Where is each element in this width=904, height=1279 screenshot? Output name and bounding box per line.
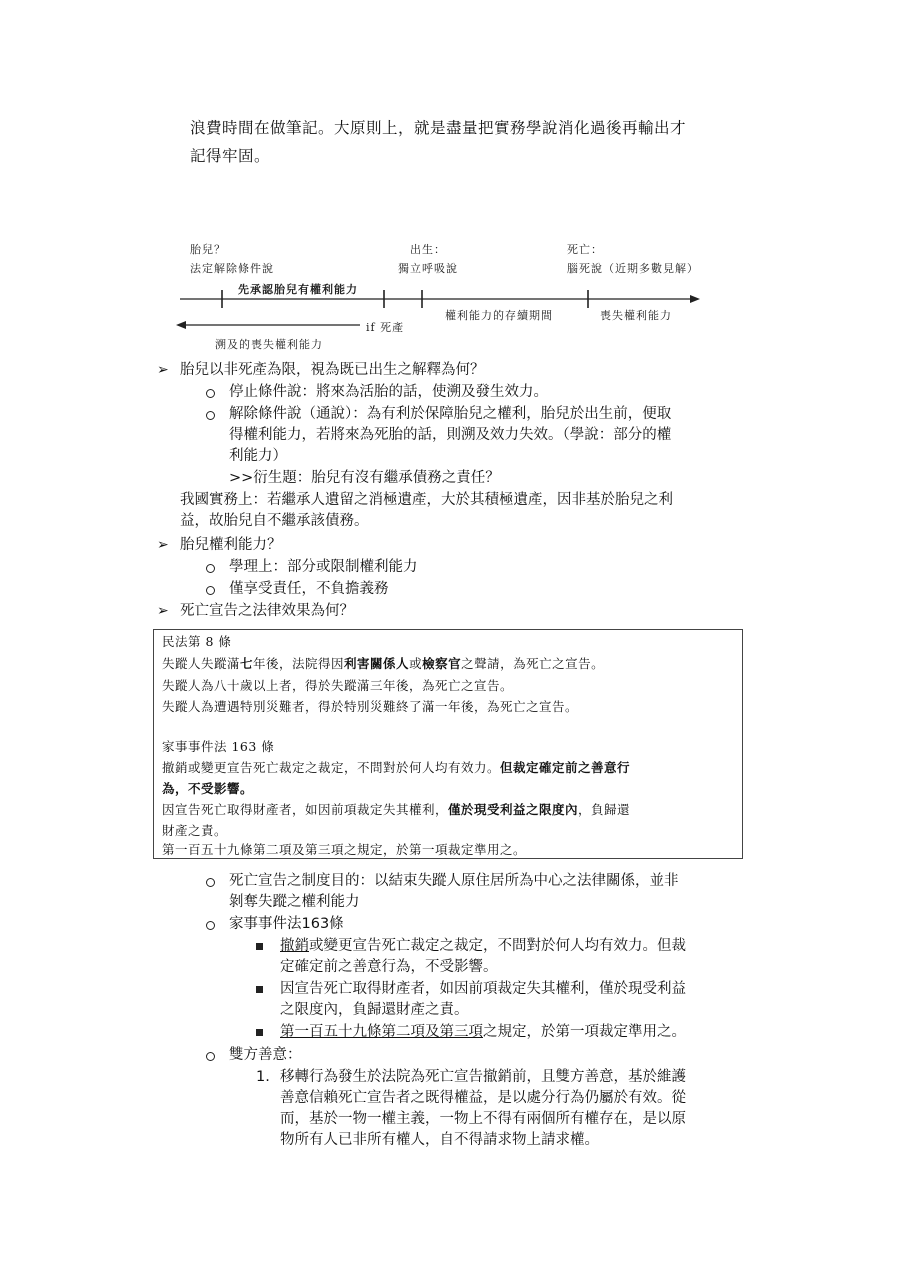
family-act-line5: 第一百五十九條第二項及第三項之規定，於第一項裁定準用之。: [162, 842, 527, 857]
text-segment: 失蹤人失蹤滿: [162, 656, 241, 671]
rights-only-note: 僅享受責任，不負擔義務: [229, 581, 389, 597]
timeline-retroactive-label: 溯及的喪失權利能力: [215, 338, 323, 351]
family-act-163-title: 家事事件法 163 條: [162, 739, 275, 754]
derived-question: >>衍生題：胎兒有沒有繼承債務之責任？: [229, 470, 500, 486]
text-segment: ，負歸還: [578, 802, 631, 817]
text-segment-bold: 檢察官: [422, 656, 462, 671]
family-item1-l2: 定確定前之善意行為，不受影響。: [280, 959, 498, 975]
text-segment: 或變更宣告死亡裁定之裁定，不問對於何人均有效力。但裁: [309, 938, 686, 954]
circle-bullet-icon: [206, 564, 215, 573]
text-segment: 因宣告死亡取得財產者，如因前項裁定失其權利，: [162, 802, 449, 817]
family-act-line2: 為，不受影響。: [162, 781, 254, 796]
question-fetus-birth: 胎兒以非死產為限，視為既已出生之解釋為何？: [180, 362, 485, 378]
family-act-line3: [162, 800, 630, 820]
family-item3: [280, 1022, 686, 1043]
square-bullet-icon: [256, 1029, 263, 1036]
timeline-fetus-label: 胎兒？: [190, 243, 226, 256]
underlined-text: 第一百五十九條第二項及第三項: [280, 1024, 483, 1040]
text-segment-bold: 七: [240, 656, 254, 671]
good-faith-l1: 移轉行為發生於法院為死亡宣告撤銷前，且雙方善意，基於維護: [280, 1069, 686, 1085]
timeline-arrowhead-right: [690, 295, 700, 303]
good-faith-heading: 雙方善意：: [229, 1047, 302, 1063]
practice-note-l1: 我國實務上：若繼承人遺留之消極遺產，大於其積極遺產，因非基於胎兒之利: [180, 492, 673, 508]
timeline-duration-label: 權利能力的存續期間: [445, 309, 553, 322]
text-segment-bold: 僅於現受利益之限度內: [448, 802, 579, 817]
arrow-bullet-icon: ➢: [157, 362, 169, 378]
arrow-bullet-icon: ➢: [157, 537, 169, 553]
timeline-recognize-label: 先承認胎兒有權利能力: [238, 283, 358, 296]
timeline-death-label: 死亡：: [567, 243, 603, 256]
circle-bullet-icon: [206, 921, 215, 930]
timeline-birth-label: 出生：: [410, 243, 446, 256]
civil-code-art8-title: 民法第 8 條: [162, 634, 232, 649]
text-segment: 或: [409, 656, 423, 671]
dissolution-theory-l2: 得權利能力，若將來為死胎的話，則溯及效力失效。（學說：部分的權: [229, 427, 672, 443]
timeline-dissolution-label: 法定解除條件說: [190, 262, 274, 275]
practice-note-l2: 益，故胎兒自不繼承該債務。: [180, 513, 369, 529]
circle-bullet-icon: [206, 389, 215, 398]
good-faith-l3: 而，基於一物一權主義，一物上不得有兩個所有權存在，是以原: [280, 1111, 686, 1127]
underlined-text: 撤銷: [280, 938, 309, 954]
circle-bullet-icon: [206, 878, 215, 887]
question-fetus-capacity: 胎兒權利能力？: [180, 537, 282, 553]
text-segment: 年後，法院得因: [253, 656, 345, 671]
family-act-heading: 家事事件法163條: [229, 916, 344, 932]
good-faith-l2: 善意信賴死亡宣告者之既得權益，是以處分行為仍屬於有效。從: [280, 1090, 686, 1106]
timeline-brain-death-label: 腦死說（近期多數見解）: [567, 262, 699, 275]
timeline-arrowhead-left: [176, 321, 186, 329]
purpose-l1: 死亡宣告之制度目的：以結束失蹤人原住居所為中心之法律關係，並非: [229, 873, 679, 889]
timeline-arrows: [170, 285, 710, 335]
circle-bullet-icon: [206, 586, 215, 595]
arrow-bullet-icon: ➢: [157, 603, 169, 619]
text-segment-bold: 利害關係人: [344, 656, 410, 671]
civil-code-art8-line1: [162, 654, 604, 674]
timeline-breath-label: 獨立呼吸說: [398, 262, 458, 275]
dissolution-theory-l3: 利能力）: [229, 448, 287, 464]
timeline-loss-label: 喪失權利能力: [600, 309, 672, 322]
text-segment: 撤銷或變更宣告死亡裁定之裁定，不問對於何人均有效力。: [162, 760, 501, 775]
question-death-declaration: 死亡宣告之法律效果為何？: [180, 603, 354, 619]
civil-code-art8-line3: 失蹤人為遭遇特別災難者，得於特別災難終了滿一年後，為死亡之宣告。: [162, 699, 579, 714]
good-faith-l4: 物所有人已非所有權人，自不得請求物上請求權。: [280, 1132, 599, 1148]
dissolution-theory-l1: 解除條件說（通說）：為有利於保障胎兒之權利，胎兒於出生前，便取: [229, 406, 672, 422]
suspension-theory: 停止條件說：將來為活胎的話，使溯及發生效力。: [229, 384, 548, 400]
text-segment-bold: 但裁定確定前之善意行: [500, 760, 631, 775]
family-item1-l1: [280, 936, 686, 957]
numbered-marker: 1.: [256, 1069, 270, 1085]
family-act-line4: 財產之責。: [162, 823, 228, 838]
family-act-line1: [162, 758, 630, 778]
civil-code-art8-line2: 失蹤人為八十歲以上者，得於失蹤滿三年後，為死亡之宣告。: [162, 678, 514, 693]
intro-line-1: 浪費時間在做筆記。大原則上，就是盡量把實務學說消化過後再輸出才: [190, 119, 687, 137]
square-bullet-icon: [256, 943, 263, 950]
text-segment: 之聲請，為死亡之宣告。: [461, 656, 605, 671]
circle-bullet-icon: [206, 411, 215, 420]
family-item2-l2: 之限度內，負歸還財產之責。: [280, 1002, 469, 1018]
timeline-stillbirth-label: if 死產: [366, 321, 405, 334]
intro-line-2: 記得牢固。: [190, 147, 271, 165]
purpose-l2: 剝奪失蹤之權利能力: [229, 894, 360, 910]
circle-bullet-icon: [206, 1052, 215, 1061]
theory-partial-capacity: 學理上：部分或限制權利能力: [229, 559, 418, 575]
text-segment: 之規定，於第一項裁定準用之。: [483, 1024, 686, 1040]
family-item2-l1: 因宣告死亡取得財產者，如因前項裁定失其權利，僅於現受利益: [280, 981, 686, 997]
square-bullet-icon: [256, 986, 263, 993]
